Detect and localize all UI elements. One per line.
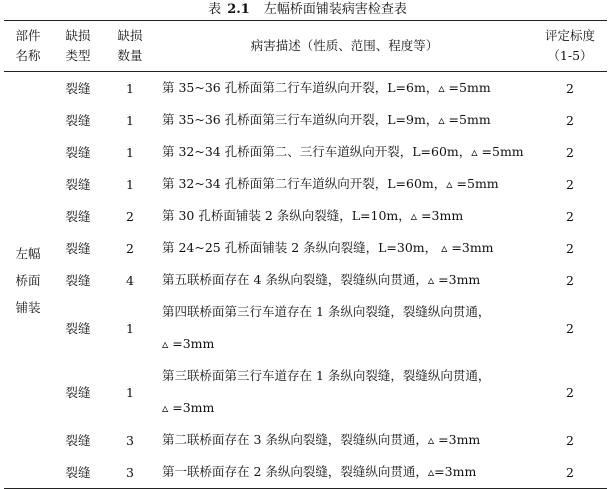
description-cell [156,104,533,136]
defect-type-cell: 裂缝 [65,241,91,256]
table-row [4,136,607,168]
description-cell [156,456,533,489]
grade-cell: 2 [566,320,574,336]
grade-cell: 2 [566,272,574,288]
table-row [4,296,607,360]
table-row [4,424,607,456]
description-cell [156,72,533,105]
grade-cell: 2 [566,80,574,96]
defect-count-cell: 3 [126,432,134,448]
grade-cell: 2 [566,112,574,128]
defect-type-cell: 裂缝 [65,321,91,336]
description-line: ▵ =3mm [162,336,215,351]
defect-count-cell: 1 [126,80,134,96]
description-cell [156,232,533,264]
table-row [4,72,607,105]
table-row [4,200,607,232]
description-cell [156,136,533,168]
grade-cell: 2 [566,432,574,448]
description-line: 第 35~36 孔桥面第三行车道纵向开裂，L=9m，▵ =5mm [162,112,491,127]
defect-count-cell: 1 [126,144,134,160]
defect-type-cell: 裂缝 [65,145,91,160]
defect-count-cell: 2 [126,208,134,224]
grade-cell: 2 [566,240,574,256]
description-cell [156,200,533,232]
table-row [4,232,607,264]
description-cell [156,264,533,296]
defect-type-cell: 裂缝 [65,81,91,96]
defect-type-cell: 裂缝 [65,177,91,192]
defect-table [4,20,607,489]
part-name-cell: 左幅 桥面 铺装 [15,245,41,315]
description-line: 第四联桥面第三行车道存在 1 条纵向裂缝，裂缝纵向贯通， [162,304,491,319]
description-line: 第 30 孔桥面铺装 2 条纵向裂缝，L=10m，▵ =3mm [162,208,464,223]
description-line: 第五联桥面存在 4 条纵向裂缝，裂缝纵向贯通，▵ =3mm [162,272,481,287]
header-description: 病害描述（性质、范围、程度等） [156,21,533,72]
description-line: 第三联桥面第三行车道存在 1 条纵向裂缝，裂缝纵向贯通， [162,368,491,383]
defect-count-cell: 1 [126,112,134,128]
defect-type-cell: 裂缝 [65,433,91,448]
table-row [4,168,607,200]
table-row [4,360,607,424]
defect-count-cell: 1 [126,384,134,400]
defect-count-cell: 1 [126,320,134,336]
defect-count-cell: 2 [126,240,134,256]
description-line: ▵ =3mm [162,400,215,415]
defect-type-cell: 裂缝 [65,209,91,224]
header-row [4,21,607,72]
defect-count-cell: 4 [126,272,134,288]
defect-type-cell: 裂缝 [65,385,91,400]
caption-label: 表 [208,2,222,17]
header-part-name: 部件 名称 [4,21,52,72]
defect-type-cell: 裂缝 [65,113,91,128]
description-line: 第 24~25 孔桥面铺装 2 条纵向裂缝，L=30m， ▵ =3mm [162,240,494,255]
description-line: 第二联桥面存在 3 条纵向裂缝，裂缝纵向贯通，▵ =3mm [162,432,481,447]
defect-count-cell: 1 [126,176,134,192]
grade-cell: 2 [566,384,574,400]
description-line: 第 32~34 孔桥面第二行车道纵向开裂，L=60m，▵ =5mm [162,176,499,191]
header-defect-type: 缺损 类型 [52,21,104,72]
description-cell [156,168,533,200]
grade-cell: 2 [566,464,574,480]
table-row [4,104,607,136]
grade-cell: 2 [566,208,574,224]
header-defect-count: 缺损 数量 [104,21,156,72]
description-line: 第 32~34 孔桥面第二、三行车道纵向开裂，L=60m，▵ =5mm [162,144,524,159]
table-row [4,264,607,296]
table-row [4,456,607,489]
description-cell [156,360,533,424]
caption-title: 左幅桥面铺装病害检查表 [263,2,407,17]
description-line: 第 35~36 孔桥面第二行车道纵向开裂，L=6m，▵ =5mm [162,80,491,95]
description-cell [156,296,533,360]
table-caption [0,0,611,20]
grade-cell: 2 [566,176,574,192]
defect-type-cell: 裂缝 [65,273,91,288]
description-cell [156,424,533,456]
defect-count-cell: 3 [126,464,134,480]
header-grade: 评定标度 （1-5） [533,21,607,72]
grade-cell: 2 [566,144,574,160]
caption-number: 2.1 [227,2,250,17]
description-line: 第一联桥面存在 2 条纵向裂缝，裂缝纵向贯通，▵=3mm [162,464,477,479]
defect-type-cell: 裂缝 [65,465,91,480]
